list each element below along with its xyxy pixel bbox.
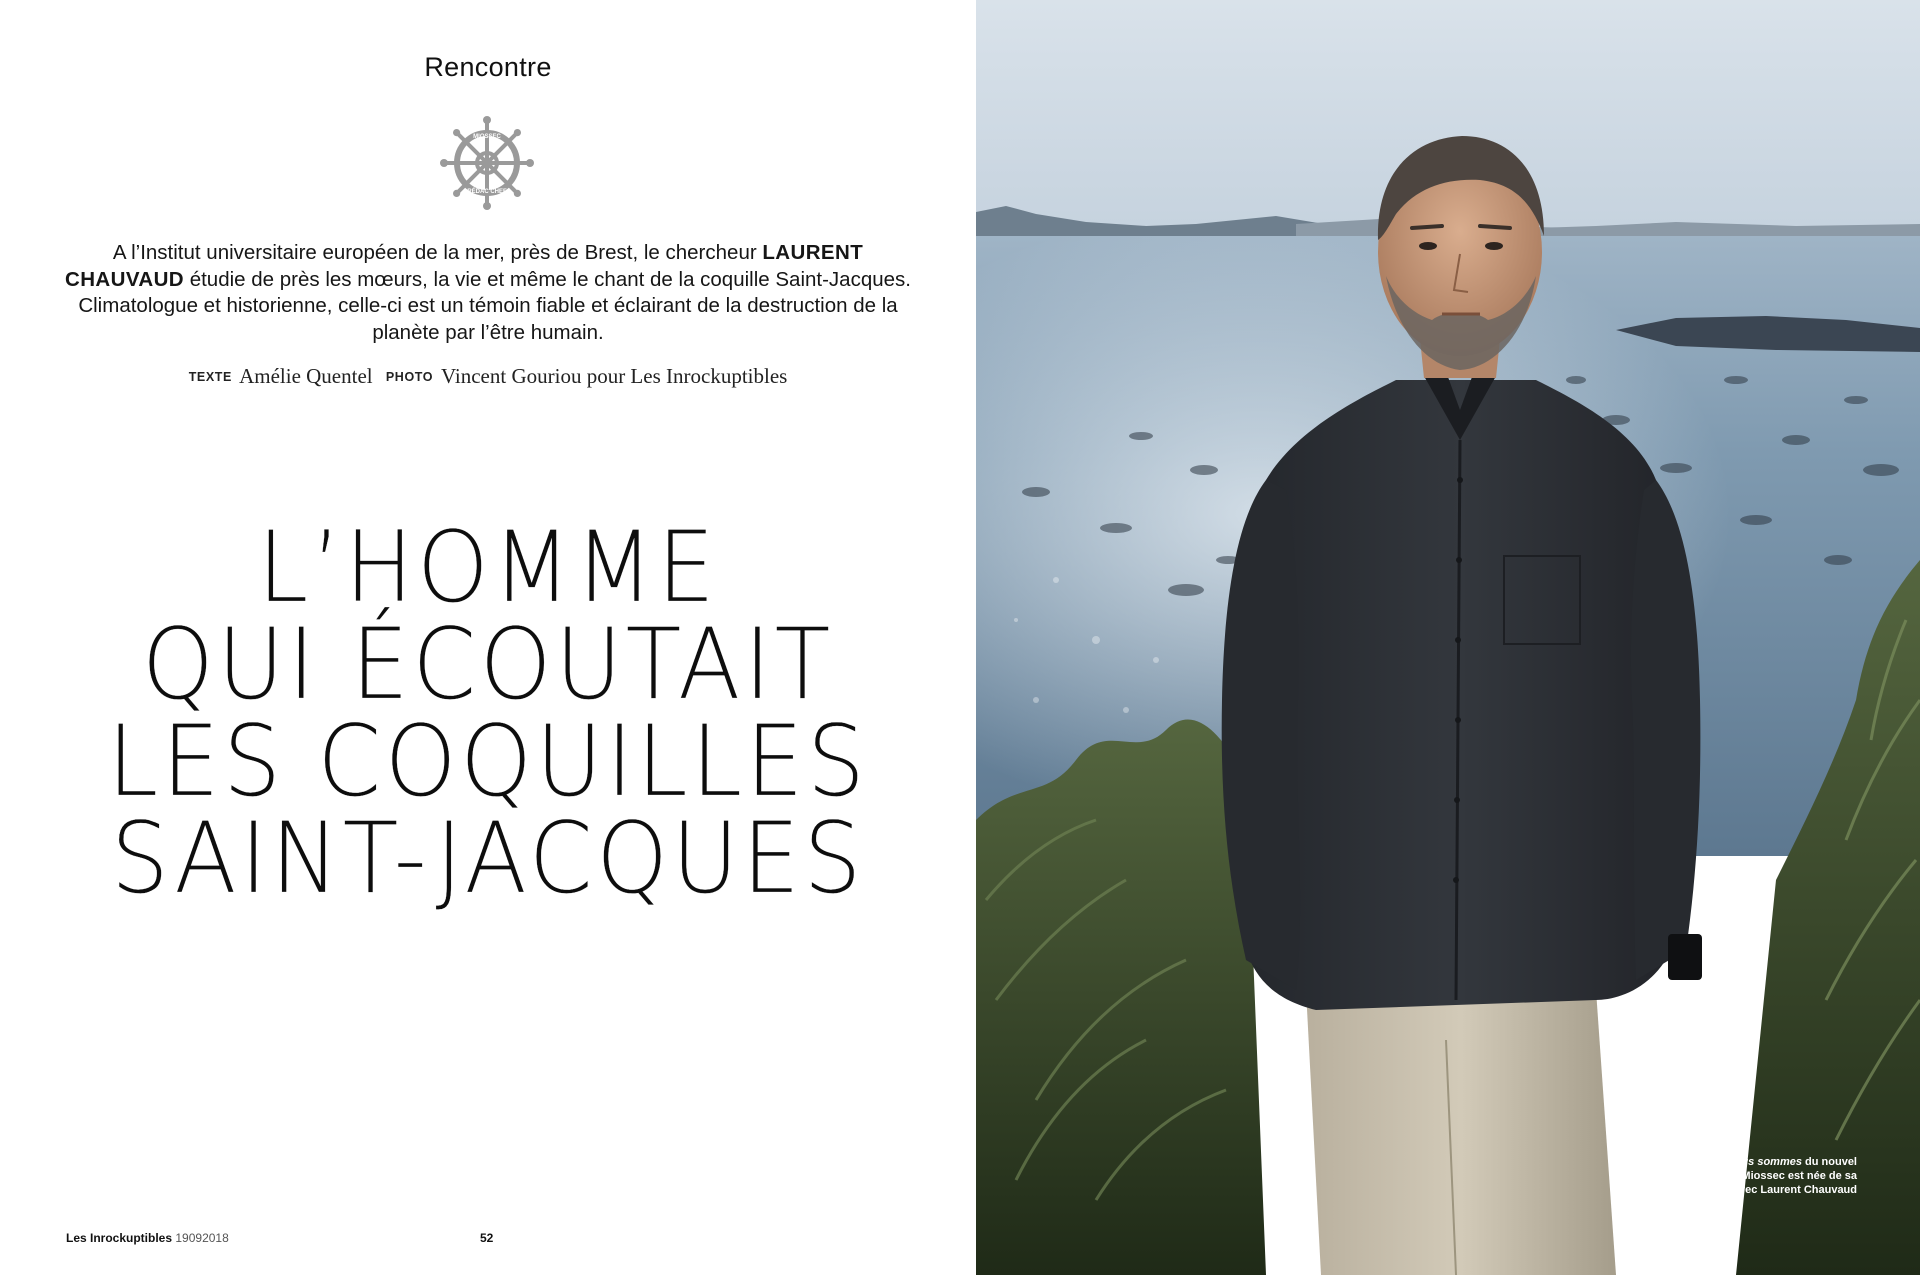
page-number: 52 [480,1231,494,1245]
caption-prefix: Le chanson [1662,1156,1724,1168]
photo-credit-label: PHOTO [385,370,434,384]
headline [34,511,942,916]
intro-text-1: A l’Institut universitaire européen de la mer, près de Brest, le chercheur [112,241,757,264]
footer-magazine [66,1231,229,1245]
intro-paragraph [60,240,916,346]
ships-wheel-icon [440,116,534,210]
credits-line [0,364,976,389]
logo-top-text: MIOSSEC [473,134,501,140]
intro-text-2: étudie de près les mœurs, la vie et même le chant de la coquille Saint-Jacques. Climatologue et historienne, celle-ci est un témoin fiable et éclairant de la destruction de la planète par l’être humain. [78,267,911,344]
magazine-name: Les Inrockuptibles [66,1231,173,1245]
headline-line-2: QUI ÉCOUTAIT [141,608,835,722]
caption-song-title: Nous sommes [1726,1156,1802,1168]
issue-date: 19092018 [175,1231,229,1245]
text-credit-author: Amélie Quentel [239,364,373,388]
caption-rest: du nouvel album de Miossec est née de sa rencontre avec Laurent Chauvaud [1679,1156,1857,1196]
headline-line-1: L’HOMME [257,511,719,625]
logo-bottom-text: RÉDAC CHEF [467,189,507,195]
photo-credit-author: Vincent Gouriou pour Les Inrockuptibles [440,364,788,388]
researcher-name: LAURENT CHAUVAUD [65,241,864,291]
portrait-photo [976,0,1920,1275]
text-credit-label: TEXTE [188,370,232,384]
headline-line-4: SAINT-JACQUES [110,802,866,916]
photo-caption [1637,1155,1857,1197]
headline-line-3: LES COQUILLES [107,705,869,819]
section-label: Rencontre [424,52,552,82]
